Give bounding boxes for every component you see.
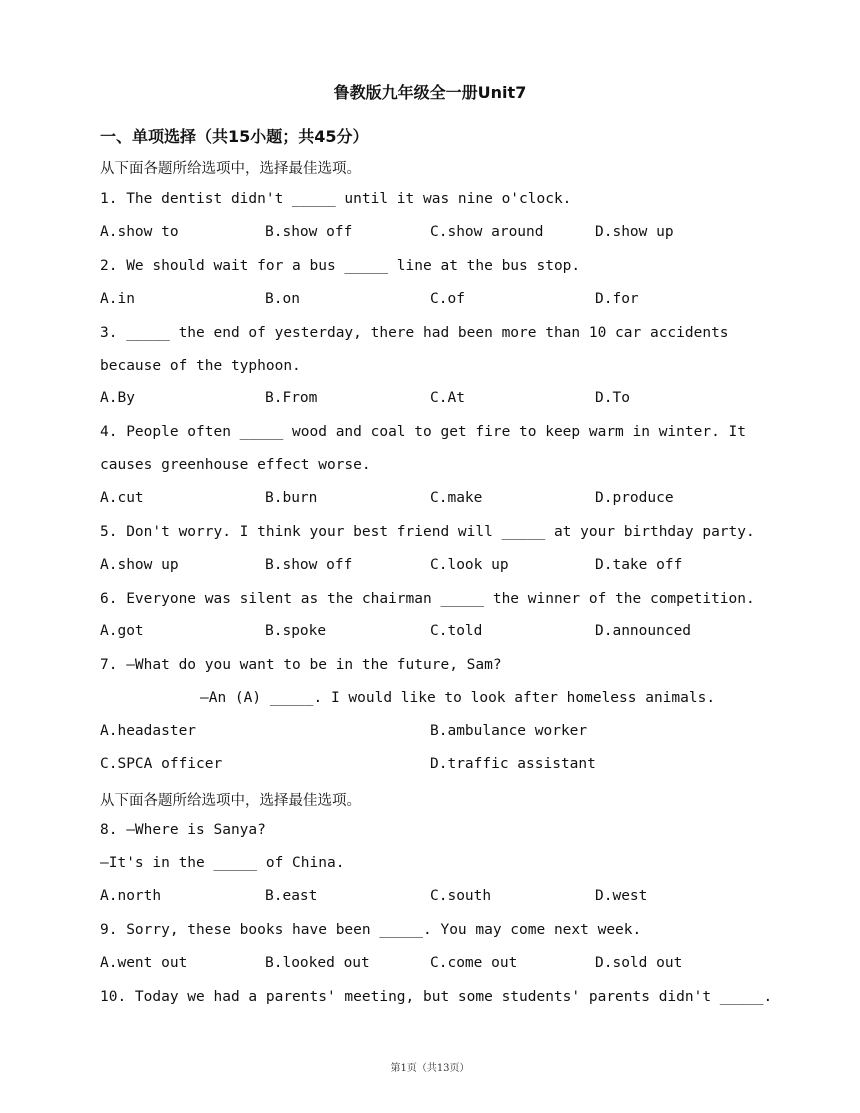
option-c: C.SPCA officer [100, 756, 223, 772]
question-7-stem-line-1: 7. —What do you want to be in the future, Sam? [100, 657, 502, 673]
option-c: C.of [430, 291, 465, 307]
question-8-options [100, 888, 780, 908]
option-d: D.produce [595, 490, 674, 506]
question-6-stem: 6. Everyone was silent as the chairman _____ the winner of the competition. [100, 591, 755, 607]
question-7-options-row-1 [100, 723, 780, 743]
question-4-stem-line-2: causes greenhouse effect worse. [100, 457, 371, 473]
option-a: A.in [100, 291, 135, 307]
option-a: A.By [100, 390, 135, 406]
option-a: A.headaster [100, 723, 197, 739]
option-b: B.burn [265, 490, 318, 506]
question-3-stem-line-1: 3. _____ the end of yesterday, there had been more than 10 car accidents [100, 325, 729, 341]
document-title: 鲁教版九年级全一册Unit7 [333, 83, 527, 102]
question-2-stem: 2. We should wait for a bus _____ line at the bus stop. [100, 258, 581, 274]
question-5-options [100, 557, 780, 577]
question-4-options [100, 490, 780, 510]
option-a: A.north [100, 888, 162, 904]
option-b: B.ambulance worker [430, 723, 588, 739]
section-heading: 一、单项选择（共15小题；共45分） [100, 127, 369, 146]
instruction-text: 从下面各题所给选项中，选择最佳选项。 [100, 161, 361, 177]
question-6-options [100, 623, 780, 643]
option-c: C.south [430, 888, 492, 904]
option-c: C.At [430, 390, 465, 406]
option-b: B.show off [265, 224, 353, 240]
question-8-stem-line-1: 8. —Where is Sanya? [100, 822, 266, 838]
question-3-stem-line-2: because of the typhoon. [100, 358, 301, 374]
question-7-options-row-2 [100, 756, 780, 776]
question-7-stem-line-2: —An (A) _____. I would like to look after homeless animals. [200, 690, 716, 706]
option-b: B.show off [265, 557, 353, 573]
question-3-options [100, 390, 780, 410]
question-4-stem-line-1: 4. People often _____ wood and coal to get fire to keep warm in winter. It [100, 424, 747, 440]
page-footer: 第1页（共13页） [390, 1063, 470, 1074]
option-a: A.show up [100, 557, 179, 573]
option-d: D.west [595, 888, 648, 904]
option-b: B.From [265, 390, 318, 406]
option-b: B.spoke [265, 623, 327, 639]
option-d: D.for [595, 291, 639, 307]
option-d: D.show up [595, 224, 674, 240]
question-10-stem: 10. Today we had a parents' meeting, but some students' parents didn't _____. [100, 989, 773, 1005]
question-5-stem: 5. Don't worry. I think your best friend will _____ at your birthday party. [100, 524, 755, 540]
question-2-options [100, 291, 780, 311]
option-d: D.sold out [595, 955, 683, 971]
option-c: C.look up [430, 557, 509, 573]
option-b: B.on [265, 291, 300, 307]
option-a: A.show to [100, 224, 179, 240]
question-8-stem-line-2: —It's in the _____ of China. [100, 855, 345, 871]
option-c: C.come out [430, 955, 518, 971]
option-d: D.take off [595, 557, 683, 573]
instruction-text: 从下面各题所给选项中，选择最佳选项。 [100, 793, 361, 809]
option-b: B.looked out [265, 955, 370, 971]
option-b: B.east [265, 888, 318, 904]
option-d: D.To [595, 390, 630, 406]
option-c: C.told [430, 623, 483, 639]
option-a: A.got [100, 623, 144, 639]
option-c: C.show around [430, 224, 544, 240]
option-d: D.announced [595, 623, 692, 639]
question-9-stem: 9. Sorry, these books have been _____. You may come next week. [100, 922, 642, 938]
question-9-options [100, 955, 780, 975]
question-1-options [100, 224, 780, 244]
option-c: C.make [430, 490, 483, 506]
question-1-stem: 1. The dentist didn't _____ until it was nine o'clock. [100, 191, 572, 207]
option-a: A.went out [100, 955, 188, 971]
option-d: D.traffic assistant [430, 756, 596, 772]
option-a: A.cut [100, 490, 144, 506]
